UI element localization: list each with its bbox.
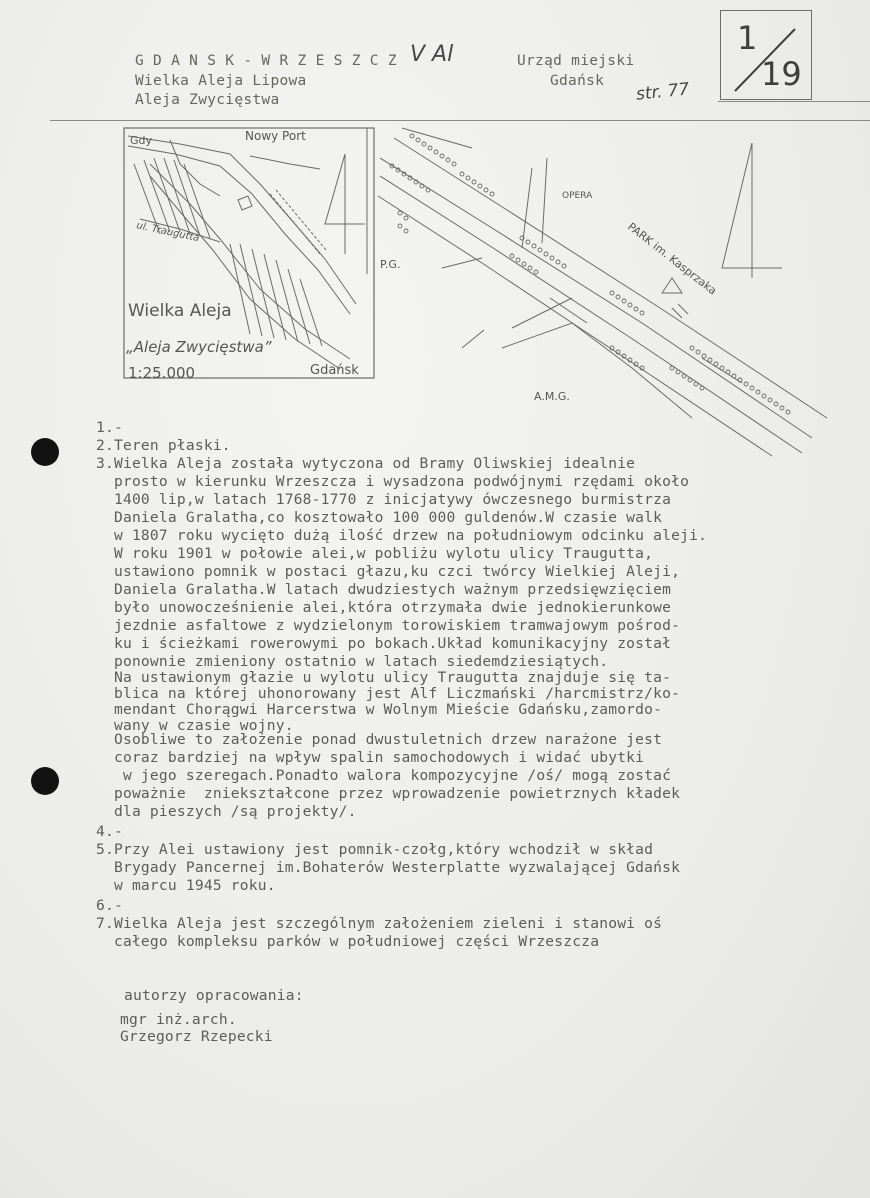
body-line: ku i ścieżkami rowerowymi po bokach.Układ komunikacyjny został xyxy=(96,635,672,652)
map-label-opera: OPERA xyxy=(562,191,593,201)
body-line: w jego szeregach.Ponadto walora kompozycyjne /oś/ mogą zostać xyxy=(96,767,672,784)
map-label-park: PARK im. Kasprzaka xyxy=(625,220,720,298)
body-line: Na ustawionym głazie u wylotu ulicy Traugutta znajduje się ta- xyxy=(96,669,672,686)
map-label-nowy-port: Nowy Port xyxy=(245,129,306,143)
body-line: było unowocześnienie alei,która otrzymała dwie jednokierunkowe xyxy=(96,599,672,616)
card-number-top: 1 xyxy=(737,19,758,57)
map-scale: 1:25.000 xyxy=(128,364,196,382)
body-line: wany w czasie wojny. xyxy=(96,717,294,734)
body-line: 1.- xyxy=(96,419,123,436)
body-line: 2.Teren płaski. xyxy=(96,437,231,454)
body-line: 5.Przy Alei ustawiony jest pomnik-czołg,który wchodził w skład xyxy=(96,841,654,858)
body-line: blica na której uhonorowany jest Alf Liczmański /harcmistrz/ko- xyxy=(96,685,681,702)
avenue-detail-sketch xyxy=(372,118,832,458)
body-line: ustawiono pomnik w postaci głazu,ku czci twórcy Wielkiej Aleji, xyxy=(96,563,681,580)
body-line: W roku 1901 w połowie alei,w pobliżu wylotu ulicy Traugutta, xyxy=(96,545,654,562)
body-line: 1400 lip,w latach 1768-1770 z inicjatywy ówczesnego burmistrza xyxy=(96,491,672,508)
body-line: Osobliwe to założenie ponad dwustuletnich drzew narażone jest xyxy=(96,731,663,748)
author-name: Grzegorz Rzepecki xyxy=(120,1028,273,1045)
page-reference: str. 77 xyxy=(635,79,691,105)
body-line: prosto w kierunku Wrzeszcza i wysadzona podwójnymi rzędami około xyxy=(96,473,690,490)
punch-hole-bottom xyxy=(31,767,59,795)
body-line: w marcu 1945 roku. xyxy=(96,877,276,894)
body-line: całego kompleksu parków w południowej części Wrzeszcza xyxy=(96,933,600,950)
body-line: mendant Chorągwi Harcerstwa w Wolnym Mieście Gdańsku,zamordo- xyxy=(96,701,663,718)
body-line: Daniela Gralatha,co kosztowało 100 000 guldenów.W czasie walk xyxy=(96,509,663,526)
body-line: ponownie zmieniony ostatnio w latach siedemdziesiątych. xyxy=(96,653,609,670)
author-title: mgr inż.arch. xyxy=(120,1011,237,1028)
body-line: jezdnie asfaltowe z wydzielonym torowiskiem tramwajowym pośrod- xyxy=(96,617,681,634)
handwritten-mark: V Al xyxy=(410,42,454,67)
body-line: 7.Wielka Aleja jest szczególnym założeniem zieleni i stanowi oś xyxy=(96,915,663,932)
punch-hole-top xyxy=(31,438,59,466)
office-line-1: Urząd miejski xyxy=(517,53,635,69)
location-header-line-2: Wielka Aleja Lipowa xyxy=(135,73,307,89)
body-line: Brygady Pancernej im.Bohaterów Westerplatte wyzwalającej Gdańsk xyxy=(96,859,681,876)
map-title-line-2: „Aleja Zwycięstwa” xyxy=(126,338,272,356)
map-label-pg: P.G. xyxy=(380,258,401,271)
body-line: 6.- xyxy=(96,897,123,914)
body-line: 3.Wielka Aleja została wytyczona od Bramy Oliwskiej idealnie xyxy=(96,455,636,472)
location-header-line-1: G D A N S K - W R Z E S Z C Z xyxy=(135,53,397,69)
location-map-sketch xyxy=(120,124,378,382)
body-line: poważnie zniekształcone przez wprowadzenie powietrznych kładek xyxy=(96,785,681,802)
office-line-2: Gdańsk xyxy=(550,73,605,89)
map-label-gdansk: Gdańsk xyxy=(310,363,359,378)
map-label-street: ul. Traugutta xyxy=(135,220,201,245)
body-line: w 1807 roku wycięto dużą ilość drzew na południowym odcinku aleji. xyxy=(96,527,708,544)
card-number-box xyxy=(720,10,812,100)
body-line: Daniela Gralatha.W latach dwudziestych ważnym przedsięwzięciem xyxy=(96,581,672,598)
map-label-amg: A.M.G. xyxy=(534,390,570,403)
location-header-line-3: Aleja Zwycięstwa xyxy=(135,92,280,108)
body-line: 4.- xyxy=(96,823,123,840)
map-label-gdynia: Gdy xyxy=(130,134,153,147)
body-line: coraz bardziej na wpływ spalin samochodowych i widać ubytki xyxy=(96,749,645,766)
card-number-bottom: 19 xyxy=(761,55,802,93)
map-title-line-1: Wielka Aleja xyxy=(128,301,232,321)
authors-heading: autorzy opracowania: xyxy=(124,987,304,1004)
header-rule-right xyxy=(718,101,870,102)
body-line: dla pieszych /są projekty/. xyxy=(96,803,357,820)
